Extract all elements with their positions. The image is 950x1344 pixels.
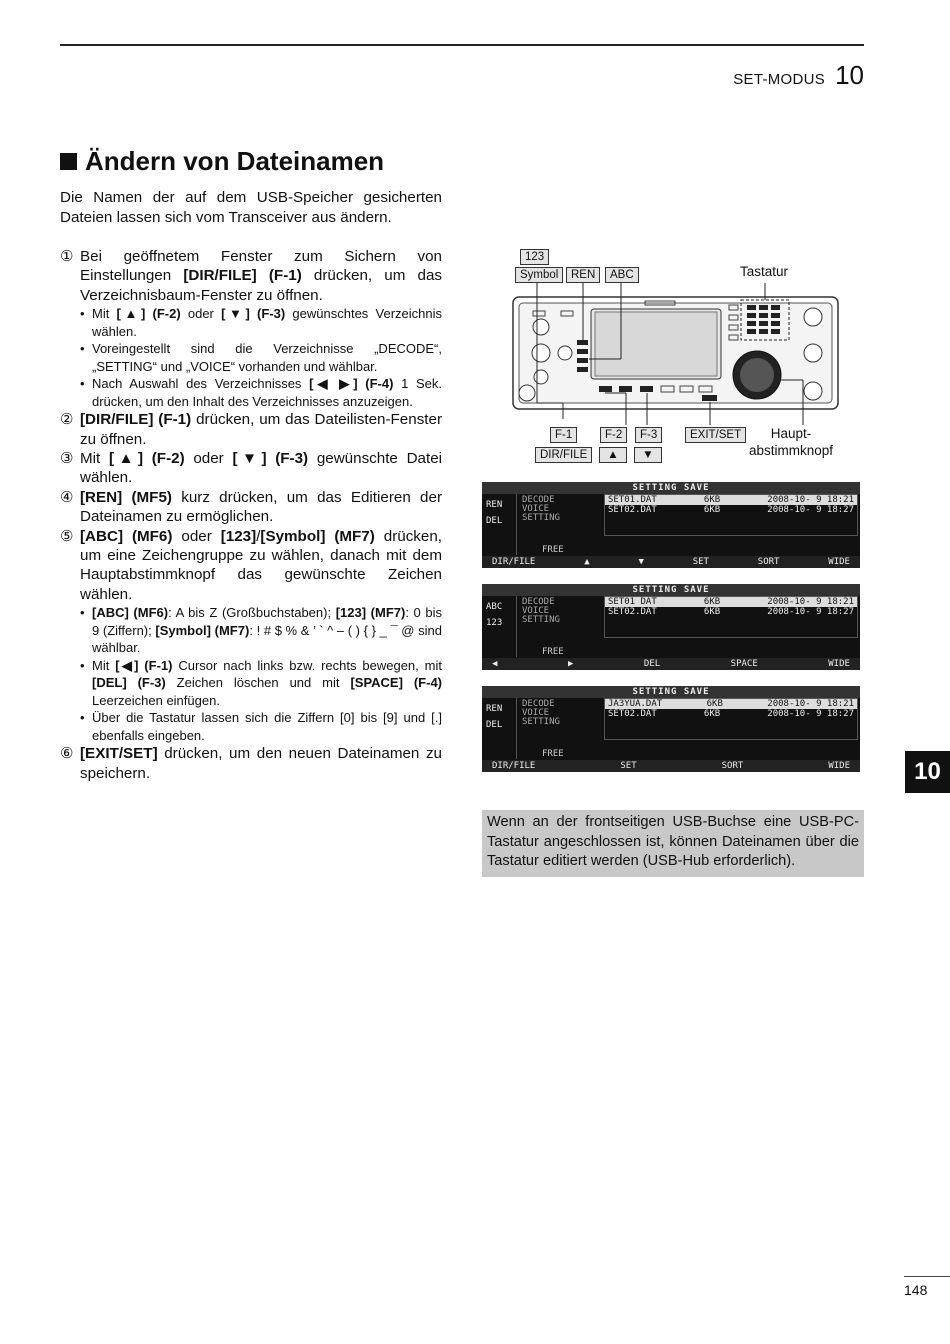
running-header	[733, 60, 864, 91]
bullet-text	[92, 375, 442, 410]
step-item	[60, 488, 442, 527]
lcd-file-row	[605, 505, 857, 515]
step-number: ④	[60, 488, 74, 506]
header-rule	[60, 44, 864, 46]
lcd-file-cell: 6KB	[706, 699, 723, 709]
text-run: : ! # $ % & ’ ` ^ – ( ) { } _ ¯ @ sind wählbar.	[92, 622, 442, 656]
lcd-file-cell: 2008-10- 9 18:27	[767, 607, 854, 617]
key-reference: [DEL] (F-3)	[92, 675, 166, 691]
text-run: Über die Tastatur lassen sich die Ziffern [0] bis [9] und [.] ebenfalls eingeben.	[92, 710, 442, 743]
lcd-function-key: DIR/FILE	[492, 761, 536, 771]
lcd-folder: SETTING	[522, 513, 560, 523]
key-reference: [ABC] (MF6)	[80, 527, 173, 545]
lcd-title: SETTING SAVE	[482, 686, 860, 698]
lcd-folder: DECODE	[522, 597, 555, 607]
text-run: oder	[184, 450, 233, 468]
step-number: ⑤	[60, 527, 74, 545]
lcd-function-key: WIDE	[828, 557, 850, 567]
lcd-side-keys	[482, 698, 517, 759]
lcd-file-cell: 6KB	[703, 505, 721, 515]
lcd-file-cell: 6KB	[703, 597, 721, 607]
text-run: : 0 bis 9 (Ziffern);	[92, 605, 443, 638]
lcd-file-row	[605, 607, 857, 617]
text-run: /	[256, 527, 261, 545]
lcd-folder: DECODE	[522, 699, 555, 709]
lcd-free-space: FREE	[542, 545, 564, 555]
key-reference: [SPACE] (F-4)	[350, 675, 442, 691]
key-f2-label: F-2	[600, 427, 627, 443]
key-reference: [◀ ▶] (F-4)	[309, 376, 394, 392]
lcd-file-cell: 6KB	[703, 495, 721, 505]
key-reference: [▲] (F-2)	[116, 306, 181, 322]
step-bullet	[80, 604, 442, 657]
key-up-label: ▲	[599, 447, 627, 463]
text-run: Leerzeichen einfügen.	[92, 692, 220, 708]
key-reference: [▼] (F-3)	[232, 450, 309, 468]
step-item	[60, 247, 442, 305]
text-run: Mit	[92, 657, 116, 673]
lcd-folder: SETTING	[522, 717, 560, 727]
lcd-screenshot	[482, 584, 860, 670]
bullet-text	[92, 709, 442, 744]
lcd-function-key: SET	[692, 557, 709, 567]
lcd-file-list	[604, 494, 858, 536]
key-reference: [▲] (F-2)	[108, 450, 185, 468]
lcd-function-key: DIR/FILE	[492, 557, 536, 567]
text-run: Nach Auswahl des Verzeichnisses	[92, 376, 310, 392]
bullet-text	[92, 657, 442, 710]
bullet-dot: •	[80, 376, 85, 392]
page-title	[60, 146, 384, 177]
main-dial-label: Haupt- abstimmknopf	[749, 426, 834, 458]
key-dir-file-label: DIR/FILE	[535, 447, 592, 463]
lcd-function-key: DEL	[643, 659, 661, 669]
lcd-function-key: SET	[620, 761, 637, 771]
lcd-function-keys	[482, 760, 860, 772]
lcd-file-list	[604, 596, 858, 638]
section-label: SET-MODUS	[733, 71, 826, 88]
step-text	[80, 247, 442, 305]
key-symbol-label: Symbol	[515, 267, 563, 283]
lcd-file-cell: 6KB	[703, 709, 721, 719]
lcd-file-cell: SET01.DAT	[608, 495, 657, 505]
bullet-dot: •	[80, 341, 85, 357]
chapter-tab: 10	[905, 751, 950, 793]
key-reference: [Symbol] (MF7)	[155, 622, 250, 638]
text-run: drücken, um das Dateilisten-Fenster zu öffnen.	[80, 411, 443, 448]
steps-list	[60, 247, 442, 783]
step-item	[60, 744, 442, 783]
lcd-function-keys	[482, 658, 860, 670]
lcd-folder: SETTING	[522, 615, 560, 625]
page-number-rule	[904, 1276, 950, 1277]
lcd-free-space: FREE	[542, 749, 564, 759]
key-reference: [Symbol] (MF7)	[260, 527, 375, 545]
lcd-file-row	[605, 709, 857, 719]
lcd-function-keys	[482, 556, 860, 568]
text-run: drücken, um den neuen Dateinamen zu speichern.	[80, 745, 442, 782]
key-f3-label: F-3	[635, 427, 662, 443]
lcd-folder: VOICE	[522, 504, 550, 514]
info-note: Wenn an der frontseitigen USB-Buchse eine USB-PC-Tastatur angeschlossen ist, können Dateinamen über die Tastatur editiert werden (USB-Hub erforderlich).	[482, 810, 864, 877]
step-item	[60, 527, 442, 605]
lcd-file-row	[605, 597, 857, 607]
key-abc-label: ABC	[605, 267, 639, 283]
key-reference: [123] (MF7)	[335, 605, 406, 621]
lcd-file-cell: SET02.DAT	[608, 709, 657, 719]
step-number: ①	[60, 248, 74, 265]
bullet-dot: •	[80, 657, 85, 673]
lcd-file-row	[605, 699, 857, 709]
text-run: Voreingestellt sind die Verzeichnisse „DECODE“, „SETTING“ und „VOICE“ vorhanden und wählbar.	[92, 341, 442, 374]
key-reference: [◀] (F-1)	[115, 657, 173, 673]
lcd-file-cell: SET02.DAT	[608, 505, 657, 515]
lcd-file-cell: 2008-10- 9 18:21	[767, 597, 854, 607]
lcd-file-cell: 2008-10- 9 18:27	[767, 709, 854, 719]
text-run: oder	[180, 306, 222, 322]
page-number: 148	[904, 1282, 928, 1298]
text-run: kurz drücken, um das Editieren der Dateinamen zu ermöglichen.	[80, 488, 442, 526]
lcd-function-key: ▼	[638, 557, 644, 567]
step-text	[80, 449, 442, 488]
lcd-side-key: 123	[486, 618, 503, 628]
lcd-file-cell: SET02.DAT	[608, 607, 657, 617]
step-bullet	[80, 340, 442, 375]
text-run: Cursor nach links bzw. rechts bewegen, mit	[172, 657, 442, 673]
lcd-folder: DECODE	[522, 495, 555, 505]
lcd-side-key: REN	[486, 500, 503, 510]
lcd-side-key: ABC	[486, 602, 503, 612]
lcd-function-key: SPACE	[730, 659, 758, 669]
lcd-function-key: SORT	[757, 557, 780, 567]
lcd-screenshot	[482, 686, 860, 772]
lcd-function-key: ▶	[567, 659, 574, 669]
bullet-dot: •	[80, 710, 85, 726]
step-bullet	[80, 657, 442, 710]
text-run: : A bis Z (Großbuchstaben);	[168, 605, 336, 621]
lcd-screenshot	[482, 482, 860, 568]
lcd-function-key: WIDE	[828, 659, 850, 669]
lcd-function-key: WIDE	[828, 761, 850, 771]
chapter-number: 10	[835, 60, 864, 90]
lcd-file-cell: 2008-10- 9 18:27	[767, 505, 854, 515]
lcd-folder: VOICE	[522, 708, 550, 718]
lcd-title: SETTING SAVE	[482, 482, 860, 494]
step-item	[60, 449, 442, 488]
key-f1-label: F-1	[550, 427, 577, 443]
step-bullet	[80, 709, 442, 744]
lcd-file-cell: 2008-10- 9 18:21	[767, 699, 854, 709]
lcd-file-cell: 2008-10- 9 18:21	[767, 495, 854, 505]
lcd-side-key: DEL	[486, 720, 503, 730]
lcd-function-key: ▲	[584, 557, 590, 567]
text-run: Zeichen löschen und mit	[165, 675, 351, 691]
lcd-function-key: ◀	[492, 659, 498, 669]
key-ren-label: REN	[566, 267, 600, 283]
bullet-dot: •	[80, 605, 85, 621]
text-run: drücken, um eine Zeichengruppe zu wählen, danach mit dem Hauptabstimmknopf das gewünschte Zeichen wählen.	[80, 527, 442, 603]
text-run: gewünschte Datei wählen.	[80, 450, 443, 487]
step-text	[80, 488, 442, 527]
bullet-text	[92, 604, 442, 657]
text-run: 1 Sek. drücken, um den Inhalt des Verzeichnisses anzuzeigen.	[92, 376, 442, 409]
step-text	[80, 527, 442, 605]
lcd-folder: VOICE	[522, 606, 550, 616]
step-number: ⑥	[60, 745, 74, 763]
intro-paragraph: Die Namen der auf dem USB-Speicher gesicherten Dateien lassen sich vom Transceiver aus ändern.	[60, 189, 442, 226]
lcd-file-cell: JA3YUA.DAT	[608, 699, 663, 709]
keypad-label: Tastatur	[740, 264, 789, 279]
step-number: ②	[60, 411, 74, 429]
text-run: oder	[172, 527, 221, 545]
lcd-file-cell: 6KB	[703, 607, 721, 617]
key-123-label: 123	[520, 249, 549, 265]
lcd-side-key: REN	[486, 704, 503, 714]
key-reference: [▼] (F-3)	[221, 306, 286, 322]
lcd-folder-tree	[522, 496, 602, 523]
page-title-text: Ändern von Dateinamen	[85, 146, 385, 176]
text-run: Bei geöffnetem Fenster zum Sichern von Einstellungen	[80, 248, 442, 285]
bullet-text	[92, 340, 442, 375]
step-bullet	[80, 375, 442, 410]
lcd-file-row	[605, 495, 857, 505]
lcd-title: SETTING SAVE	[482, 584, 860, 596]
lcd-function-key: SORT	[721, 761, 744, 771]
step-item	[60, 410, 442, 449]
key-reference: [ABC] (MF6)	[92, 605, 169, 621]
lcd-side-keys	[482, 596, 517, 657]
bullet-text	[92, 305, 442, 340]
key-reference: [123]	[220, 527, 257, 545]
key-reference: [DIR/FILE] (F-1)	[80, 411, 192, 429]
text-run: drücken, um das Verzeichnisbaum-Fenster zu öffnen.	[80, 267, 442, 304]
key-reference: [EXIT/SET]	[80, 745, 158, 763]
key-reference: [DIR/FILE] (F-1)	[183, 267, 302, 285]
step-bullet	[80, 305, 442, 340]
lcd-folder-tree	[522, 700, 602, 727]
text-run: Mit	[92, 306, 117, 322]
step-text	[80, 410, 442, 449]
key-down-label: ▼	[634, 447, 662, 463]
lcd-side-key: DEL	[486, 516, 503, 526]
lcd-file-list	[604, 698, 858, 740]
key-reference: [REN] (MF5)	[80, 488, 172, 506]
step-number: ③	[60, 450, 74, 468]
lcd-file-cell: SET01 DAT	[608, 597, 657, 607]
text-run: Mit	[80, 450, 109, 468]
bullet-dot: •	[80, 306, 85, 322]
key-exit-set-label: EXIT/SET	[685, 427, 746, 443]
text-run: gewünschtes Verzeichnis wählen.	[92, 306, 443, 339]
lcd-folder-tree	[522, 598, 602, 625]
lcd-free-space: FREE	[542, 647, 564, 657]
step-text	[80, 744, 442, 783]
lcd-side-keys	[482, 494, 517, 555]
transceiver-diagram	[495, 245, 865, 470]
square-bullet-icon	[60, 153, 77, 170]
